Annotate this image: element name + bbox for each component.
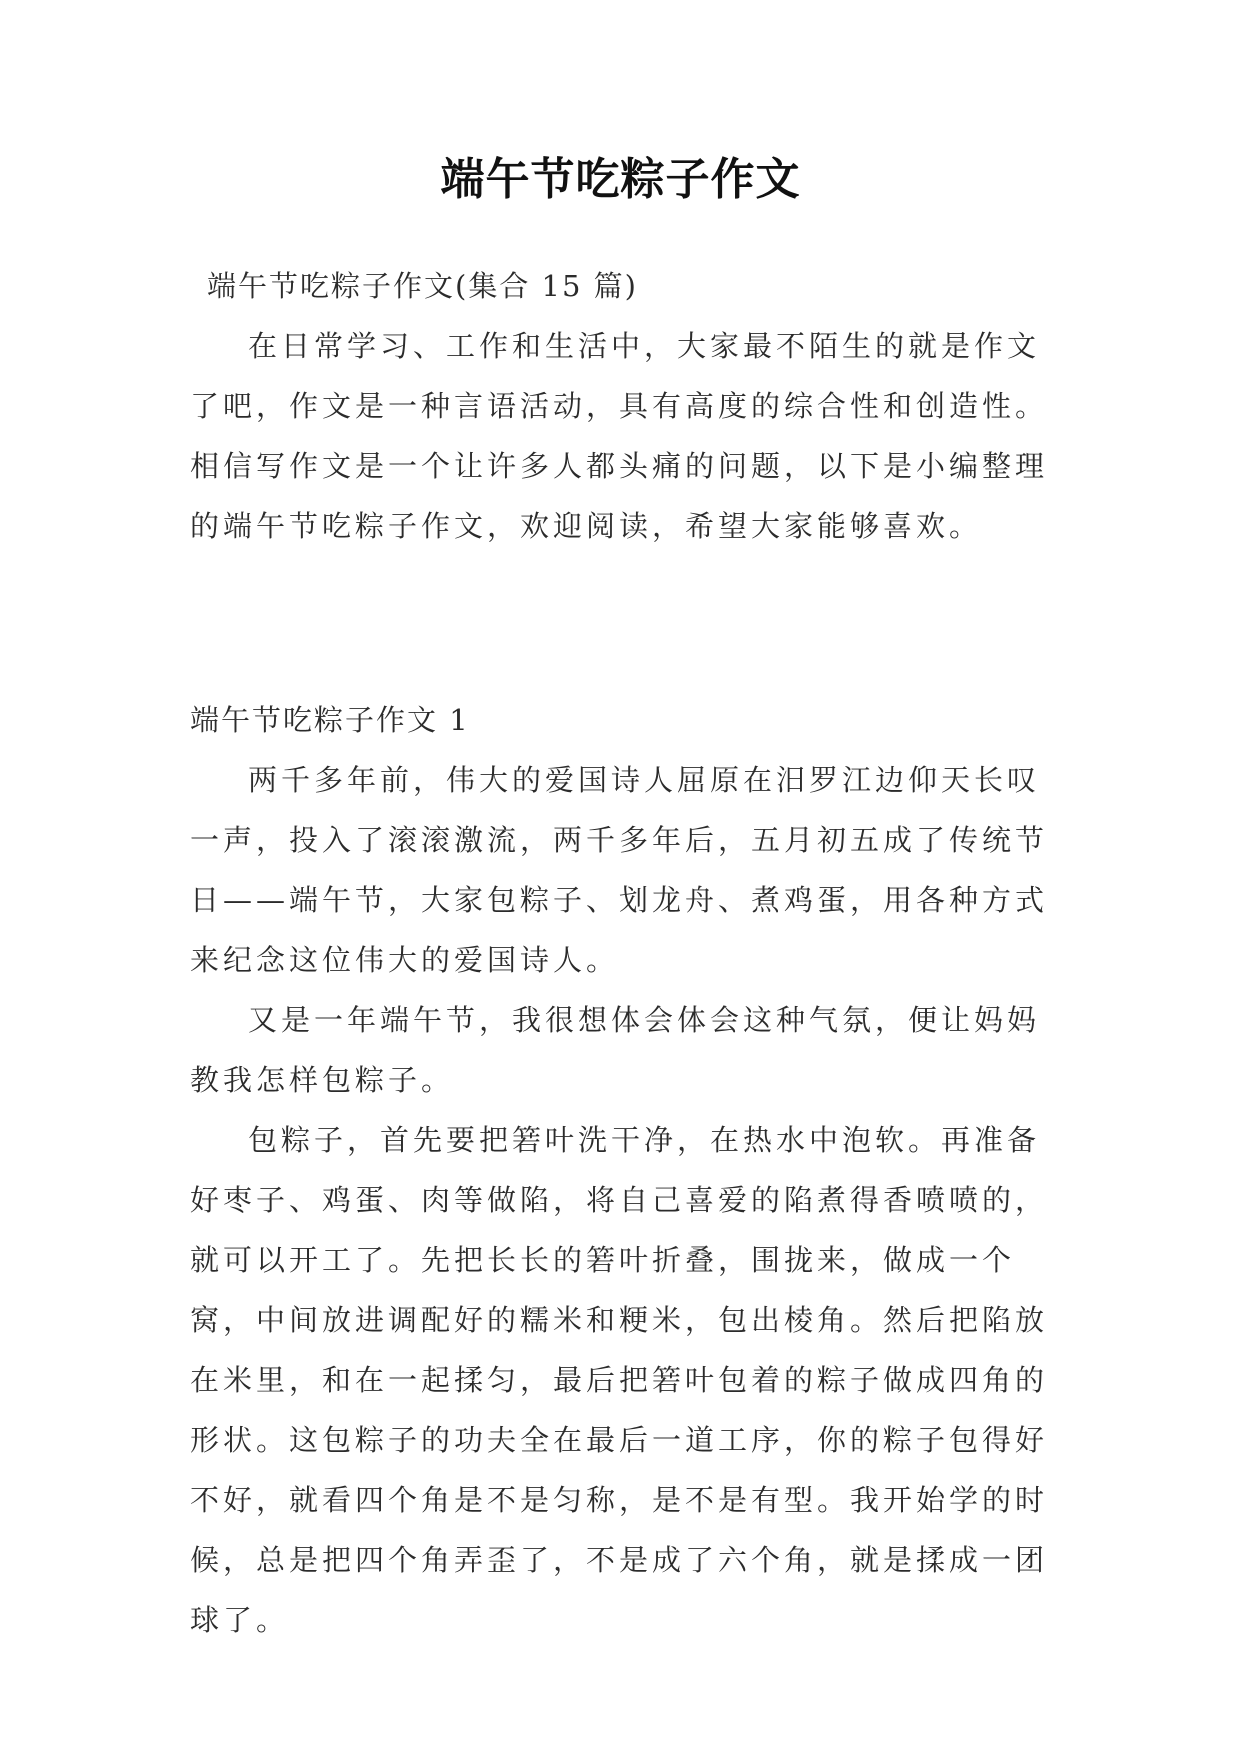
section-heading: 端午节吃粽子作文 1 <box>190 703 470 737</box>
document-subtitle: 端午节吃粽子作文(集合 15 篇) <box>207 269 638 303</box>
document-title: 端午节吃粽子作文 <box>440 154 801 205</box>
body-paragraph: 包粽子，首先要把箬叶洗干净，在热水中泡软。再准备好枣子、鸡蛋、肉等做陷，将自己喜爱的陷煮得香喷喷的，就可以开工了。先把长长的箬叶折叠，围拢来，做成一个窝，中间放进调配好的糯米和粳米，包出棱角。然后把陷放在米里，和在一起揉匀，最后把箬叶包着的粽子做成四角的形状。这包粽子的功夫全在最后一道工序，你的粽子包得好不好，就看四个角是不是匀称，是不是有型。我开始学的时候，总是把四个角弄歪了，不是成了六个角，就是揉成一团球了。 <box>190 1123 1049 1637</box>
intro-block <box>190 316 1060 556</box>
body-paragraph: 又是一年端午节，我很想体会体会这种气氛，便让妈妈教我怎样包粽子。 <box>190 1003 1041 1097</box>
body-paragraph: 两千多年前，伟大的爱国诗人屈原在汨罗江边仰天长叹一声，投入了滚滚激流，两千多年后，五月初五成了传统节日——端午节，大家包粽子、划龙舟、煮鸡蛋，用各种方式来纪念这位伟大的爱国诗人。 <box>190 763 1049 977</box>
intro-paragraph: 在日常学习、工作和生活中，大家最不陌生的就是作文了吧，作文是一种言语活动，具有高度的综合性和创造性。相信写作文是一个让许多人都头痛的问题，以下是小编整理的端午节吃粽子作文，欢迎阅读，希望大家能够喜欢。 <box>190 329 1049 543</box>
section-body <box>190 750 1060 1650</box>
